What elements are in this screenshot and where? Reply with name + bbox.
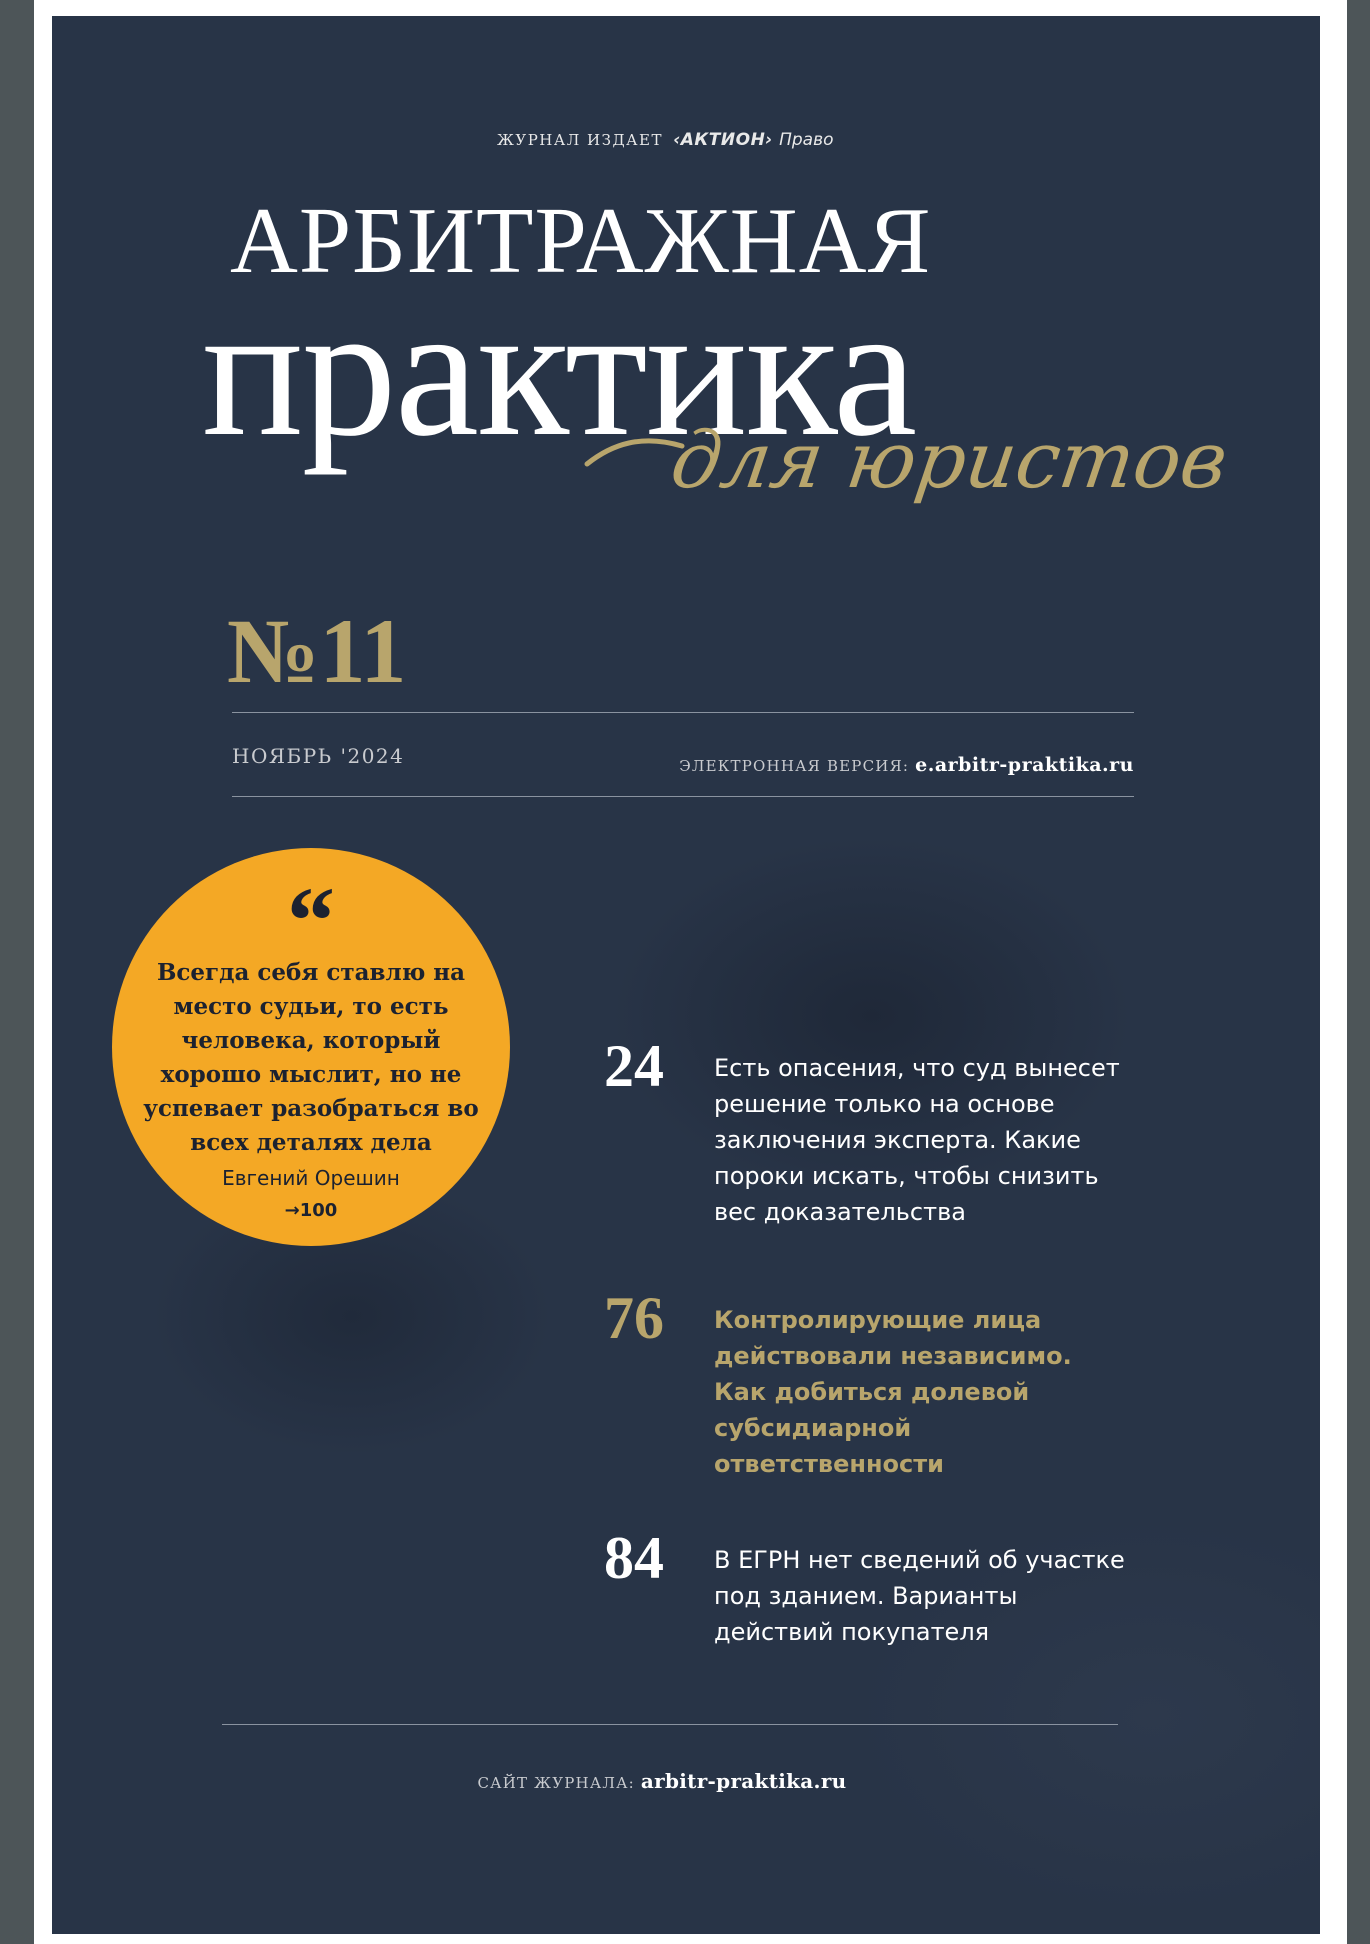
- article-page-number: 76: [604, 1285, 664, 1351]
- article-page-number: 24: [604, 1033, 664, 1099]
- quote-circle: [112, 848, 510, 1246]
- quote-mark-icon: “: [287, 867, 335, 974]
- title-line-2: практика: [202, 266, 916, 476]
- issue-date: НОЯБРЬ '2024: [232, 744, 405, 768]
- article-item: [604, 1525, 1184, 1688]
- article-headline: В ЕГРН нет сведений об участке под зданием. Варианты действий покупателя: [714, 1546, 1125, 1646]
- quote-text: Всегда себя ставлю на место судьи, то есть человека, который хорошо мыслит, но не успевает разобраться во всех деталях дела: [143, 959, 479, 1156]
- magazine-cover: [52, 16, 1320, 1934]
- publisher-line: [497, 130, 997, 150]
- article-item: [604, 1033, 1184, 1256]
- article-headline: Есть опасения, что суд вынесет решение только на основе заключения эксперта. Какие пороки искать, чтобы снизить вес доказательства: [714, 1054, 1120, 1226]
- title-subtitle: для юристов: [665, 416, 1233, 506]
- article-headline: Контролирующие лица действовали независимо. Как добиться долевой субсидиарной ответственности: [714, 1306, 1072, 1478]
- divider-mid: [232, 796, 1134, 797]
- article-page-number: 84: [604, 1525, 664, 1591]
- electronic-version: [612, 754, 1134, 776]
- electronic-label: ЭЛЕКТРОННАЯ ВЕРСИЯ:: [679, 757, 910, 775]
- electronic-url[interactable]: e.arbitr-praktika.ru: [915, 754, 1134, 776]
- divider-top: [232, 712, 1134, 713]
- quote-page-ref: →100: [284, 1200, 338, 1221]
- divider-bottom: [222, 1724, 1118, 1725]
- publisher-brand-sub: Право: [779, 130, 834, 150]
- quote-author: Евгений Орешин: [222, 1166, 400, 1190]
- issue-number: №11: [227, 600, 407, 702]
- publisher-brand-logo: ‹АКТИОН›: [673, 130, 773, 150]
- article-item: [604, 1285, 1184, 1498]
- site-label: САЙТ ЖУРНАЛА:: [477, 1774, 635, 1792]
- site-line: [252, 1769, 1072, 1793]
- site-url[interactable]: arbitr-praktika.ru: [640, 1769, 847, 1793]
- publisher-prefix: ЖУРНАЛ ИЗДАЕТ: [497, 131, 663, 149]
- title-line-1: АРБИТРАЖНАЯ: [230, 189, 932, 293]
